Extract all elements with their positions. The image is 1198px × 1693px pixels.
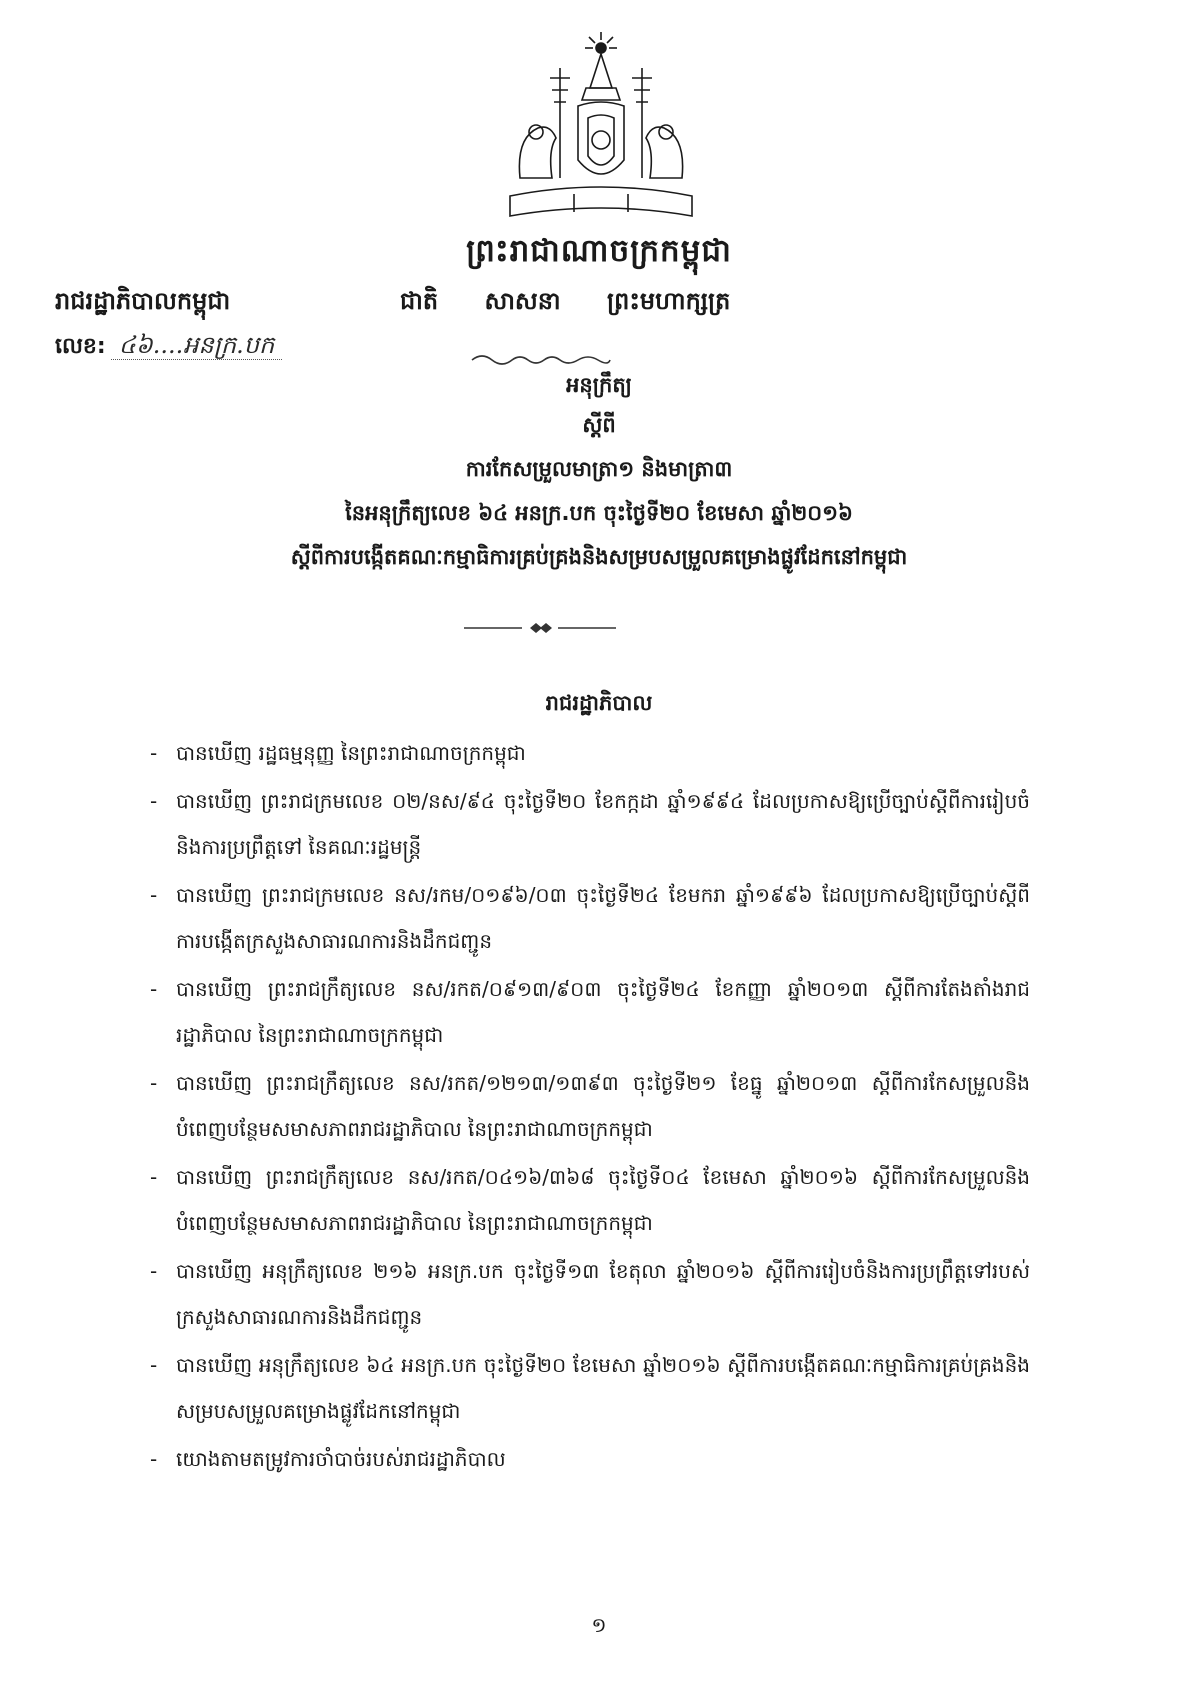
list-item: - បានឃើញ ព្រះរាជក្រឹត្យលេខ នស/រកត/១២១៣/១៣៩៣ ចុះថ្ងៃទី២១ ខែធ្នូ ឆ្នាំ២០១៣ ស្តីពីការកែសម្រួលនិងបំពេញបន្ថែមសមាសភាពរាជរដ្ឋាភិបាល នៃព្រះរាជាណាចក្រកម្ពុជា [150, 1071, 1030, 1141]
motto-nation: ជាតិ [400, 287, 439, 315]
subject-line-1: ការកែសម្រួលមាត្រា១ និងមាត្រា៣ [465, 457, 733, 481]
coat-of-arms-icon [490, 28, 712, 228]
list-item: - បានឃើញ អនុក្រឹត្យលេខ ២១៦ អនក្រ.បក ចុះថ្ងៃទី១៣ ខែតុលា ឆ្នាំ២០១៦ ស្តីពីការរៀបចំនិងការប្រព្រឹត្តទៅរបស់ក្រសួងសាធារណការនិងដឹកជញ្ជូន [150, 1259, 1030, 1329]
list-item: - បានឃើញ អនុក្រឹត្យលេខ ៦៤ អនក្រ.បក ចុះថ្ងៃទី២០ ខែមេសា ឆ្នាំ២០១៦ ស្តីពីការបង្កើតគណៈកម្មាធិការគ្រប់គ្រងនិងសម្របសម្រួលគម្រោងផ្លូវដែកនៅកម្ពុជា [150, 1353, 1030, 1423]
divider-ornament-icon [460, 620, 620, 636]
subject-line-2: នៃអនុក្រឹត្យលេខ ៦៤ អនក្រ.បក ចុះថ្ងៃទី២០ ខែមេសា ឆ្នាំ២០១៦ [345, 501, 853, 525]
list-item: - បានឃើញ ព្រះរាជក្រឹត្យលេខ នស/រកត/០៤១៦/៣៦៨ ចុះថ្ងៃទី០៤ ខែមេសា ឆ្នាំ២០១៦ ស្តីពីការកែសម្រួលនិងបំពេញបន្ថែមសមាសភាពរាជរដ្ឋាភិបាល នៃព្រះរាជាណាចក្រកម្ពុជា [150, 1165, 1030, 1235]
government-row [55, 286, 1155, 326]
national-motto [400, 286, 768, 321]
about-label: ស្តីពី [582, 413, 616, 437]
list-item: - យោងតាមតម្រូវការចាំបាច់របស់រាជរដ្ឋាភិបាល [150, 1447, 506, 1471]
body-heading: រាជរដ្ឋាភិបាល [545, 691, 653, 715]
document-type: អនុក្រឹត្យ [566, 373, 632, 397]
subject-line-3: ស្តីពីការបង្កើតគណៈកម្មាធិការគ្រប់គ្រងនិងសម្របសម្រួលគម្រោងផ្លូវដែកនៅកម្ពុជា [290, 545, 908, 569]
list-item: - បានឃើញ ព្រះរាជក្រមលេខ នស/រកម/០១៩៦/០៣ ចុះថ្ងៃទី២៤ ខែមករា ឆ្នាំ១៩៩៦ ដែលប្រកាសឱ្យប្រើច្បាប់ស្តីពីការបង្កើតក្រសួងសាធារណការនិងដឹកជញ្ជូន [150, 883, 1030, 953]
list-item: - បានឃើញ រដ្ឋធម្មនុញ្ញ នៃព្រះរាជាណាចក្រកម្ពុជា [150, 741, 526, 765]
kingdom-title: ព្រះរាជាណាចក្រកម្ពុជា [466, 233, 732, 269]
motto-king: ព្រះមហាក្សត្រ [606, 287, 731, 315]
preamble-clauses [150, 730, 1030, 1484]
ornament-flourish-icon [468, 350, 613, 368]
list-item: - បានឃើញ ព្រះរាជក្រឹត្យលេខ នស/រកត/០៩១៣/៩០៣ ចុះថ្ងៃទី២៤ ខែកញ្ញា ឆ្នាំ២០១៣ ស្តីពីការតែងតាំងរាជរដ្ឋាភិបាល នៃព្រះរាជាណាចក្រកម្ពុជា [150, 977, 1030, 1047]
page-number: ១ [591, 1613, 607, 1637]
motto-religion: សាសនា [484, 287, 561, 315]
government-name: រាជរដ្ឋាភិបាលកម្ពុជា [55, 287, 231, 315]
royal-coat-of-arms [490, 28, 712, 228]
reference-number [55, 330, 282, 370]
reference-handwritten: ៤៦....អនក្រ.បក [111, 331, 282, 360]
reference-label: លេខ: [55, 334, 106, 359]
list-item: - បានឃើញ ព្រះរាជក្រមលេខ ០២/នស/៩៤ ចុះថ្ងៃទី២០ ខែកក្កដា ឆ្នាំ១៩៩៤ ដែលប្រកាសឱ្យប្រើច្បាប់ស្តីពីការរៀបចំនិងការប្រព្រឹត្តទៅ នៃគណៈរដ្ឋមន្ត្រី [150, 789, 1030, 859]
